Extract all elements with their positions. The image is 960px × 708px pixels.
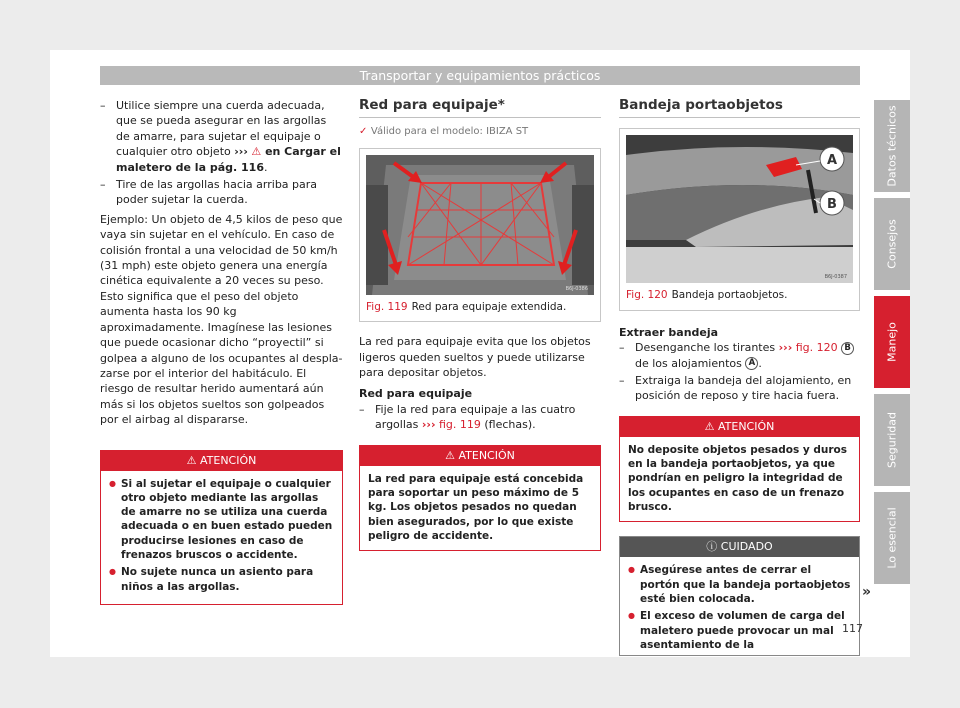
tab-manejo[interactable]: Manejo bbox=[874, 296, 910, 388]
cross-reference-link[interactable]: en Cargar el maletero de la pág. 116 bbox=[116, 145, 341, 174]
section-title: Red para equipaje* bbox=[359, 98, 601, 118]
list-item: – Fije la red para equipaje a las cuatro argollas ››› fig. 119 (flechas). bbox=[359, 402, 601, 433]
figure-119 bbox=[359, 148, 601, 322]
list-item: – Desenganche los tirantes ››› fig. 120 B de los alojamientos A . bbox=[619, 340, 860, 371]
check-icon: ✓ bbox=[359, 126, 371, 138]
callout-b-marker: B bbox=[841, 342, 854, 355]
body-paragraph: La red para equipaje evita que los objetos ligeros queden sueltos y puede utilizarse para depositar objetos. bbox=[359, 335, 591, 380]
warning-triangle-icon: ⚠ bbox=[251, 145, 262, 159]
list-item: – Extraiga la bandeja del alojamiento, en posición de reposo y tire hacia fuera. bbox=[619, 373, 860, 404]
warning-box bbox=[359, 445, 601, 551]
list-item: – Tire de las argollas hacia arriba para poder sujetar la cuerda. bbox=[100, 177, 343, 208]
column-right bbox=[619, 98, 860, 656]
warning-box bbox=[619, 416, 860, 522]
page-number: 117 bbox=[842, 622, 863, 635]
figure-reference-link[interactable]: fig. 120 bbox=[792, 341, 838, 355]
callout-a: A bbox=[826, 153, 838, 169]
column-left bbox=[100, 98, 343, 605]
warning-triangle-icon: ⚠ bbox=[704, 419, 718, 433]
continue-marker: » bbox=[862, 584, 872, 600]
luggage-cover-illustration bbox=[626, 135, 853, 283]
body-paragraph: Ejemplo: Un objeto de 4,5 kilos de peso que vaya sin sujetar en el vehículo. En caso de colisión frontal a una velocidad de 50 km/h (31 mph) este objeto genera una energía cinética equivalente a 20 veces su peso. Esto significa que el peso del objeto aumenta hasta los 90 kg aproximadamente. Imagínese las lesiones que puede ocasionar dicho “proyectil” si golpea a alguno de los ocupantes al desplazarse por el interior del habitáculo. El riesgo de resultar herido aumentará aún más si los objetos sueltos son golpeados por el airbag al dispararse. bbox=[100, 212, 343, 427]
warning-triangle-icon: ⚠ bbox=[186, 453, 200, 467]
cargo-net-illustration bbox=[366, 155, 594, 295]
list-item: – Utilice siempre una cuerda adecuada, que se pueda asegurar en las argollas de amarre, para sujetar el equipaje o cualquier otro objeto ››› ⚠ en Cargar el maletero de la pág. 116. bbox=[100, 98, 343, 175]
callout-a-marker: A bbox=[745, 357, 758, 370]
figure-caption: Fig. 119 Red para equipaje extendida. bbox=[366, 300, 567, 313]
subheading: Extraer bandeja bbox=[619, 325, 719, 339]
info-circle-icon: ⓘ bbox=[706, 540, 721, 554]
warning-box bbox=[100, 450, 343, 605]
warning-triangle-icon: ⚠ bbox=[445, 448, 459, 462]
figure-reference-link[interactable]: fig. 119 bbox=[435, 418, 481, 432]
subheading: Red para equipaje bbox=[359, 387, 473, 401]
model-validity: ✓ Válido para el modelo: IBIZA ST bbox=[359, 126, 529, 138]
figure-caption: Fig. 120 Bandeja portaobjetos. bbox=[626, 289, 788, 302]
tab-consejos[interactable]: Consejos bbox=[874, 198, 910, 290]
tab-datos-tecnicos[interactable]: Datos técnicos bbox=[874, 100, 910, 192]
figure-120 bbox=[619, 128, 860, 310]
caution-item: ● Asegúrese antes de cerrar el portón que la bandeja portaobjetos esté bien colocada. bbox=[628, 563, 851, 606]
figure-code: B6J-0387 bbox=[824, 274, 847, 281]
warning-text: La red para equipaje está concebida para soportar un peso máximo de 5 kg. Los objetos pesados no quedan bien asegurados, por lo que existe peligro de accidente. bbox=[368, 472, 584, 542]
tab-lo-esencial[interactable]: Lo esencial bbox=[874, 492, 910, 584]
warning-text: No deposite objetos pesados y duros en la bandeja portaobjetos, ya que pondrían en peligro la integridad de los ocupantes en caso de un frenazo brusco. bbox=[628, 443, 847, 514]
luggage-cover-image bbox=[626, 135, 853, 283]
section-title: Bandeja portaobjetos bbox=[619, 98, 860, 118]
callout-b: B bbox=[827, 197, 837, 213]
column-middle bbox=[359, 98, 601, 551]
warning-header: ⚠ ATENCIÓN bbox=[101, 451, 342, 471]
caution-box bbox=[619, 536, 860, 656]
tab-seguridad[interactable]: Seguridad bbox=[874, 394, 910, 486]
chapter-header: Transportar y equipamientos prácticos bbox=[100, 66, 860, 85]
warning-item: ● No sujete nunca un asiento para niños a las argollas. bbox=[109, 565, 334, 594]
caution-header: ⓘ CUIDADO bbox=[620, 537, 859, 557]
caution-item: ● El exceso de volumen de carga del maletero puede provocar un mal asentamiento de la bbox=[628, 609, 851, 652]
figure-code: B6J-0386 bbox=[565, 285, 588, 292]
warning-item: ● Si al sujetar el equipaje o cualquier otro objeto mediante las argollas de amarre no se utiliza una cuerda adecuada o en buen estado pueden producirse lesiones en caso de frenazos bruscos o accidente. bbox=[109, 477, 334, 563]
cargo-net-image bbox=[366, 155, 594, 295]
warning-header: ⚠ ATENCIÓN bbox=[360, 446, 600, 466]
warning-header: ⚠ ATENCIÓN bbox=[620, 417, 859, 437]
